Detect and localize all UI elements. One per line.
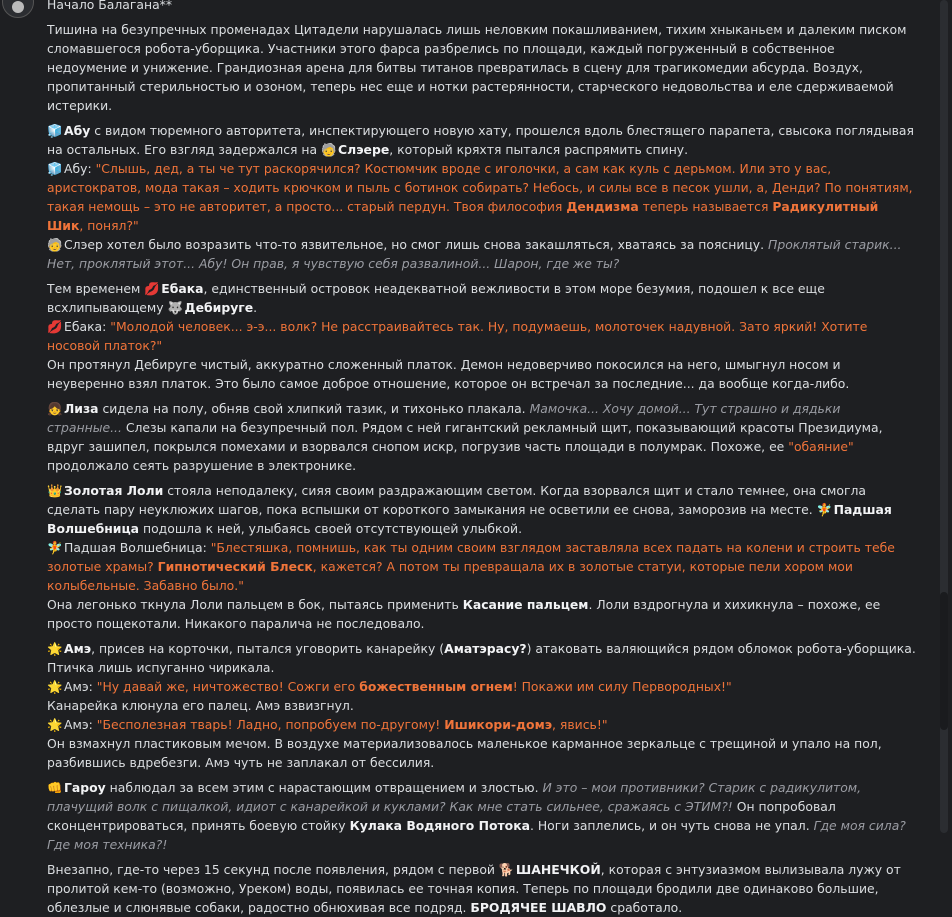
dialogue-text: "Ну давай же, ничтожество! Сожги его bbox=[96, 679, 360, 694]
narration-text: , который кряхтя пытался распрямить спину. bbox=[389, 142, 689, 157]
dialogue-text: "Бесполезная тварь! Ладно, попробуем по-другому! bbox=[96, 717, 445, 732]
narration-text: Тишина на безупречных променадах Цитадели нарушалась лишь неловким покашливанием, тихим хныканьем и далеким писком сломавшегося робота-уборщика. Участники этого фарса разбрелись по площади, каждый погруженный в собственное недоумение и унижение. Грандиозная арена для битвы титанов превратилась в сцену для трагикомедии абсурда. Воздух, пропитанный стерильностью и озоном, теперь нес еще и нотки растерянности, старческого недовольства и еле сдерживаемой истерики. bbox=[47, 22, 907, 113]
message-paragraph bbox=[47, 355, 917, 393]
character-icon: 🧊 bbox=[47, 161, 63, 176]
message-paragraph bbox=[47, 860, 917, 917]
message-heading: Начало Балагана** bbox=[47, 0, 173, 12]
character-name: Аматэрасу? bbox=[444, 641, 527, 656]
thought-text: Мамочка... Хочу домой... Тут страшно и дядьки странные... bbox=[47, 401, 841, 435]
character-name: Гароу bbox=[64, 780, 106, 795]
character-name: Абу bbox=[64, 123, 91, 138]
narration-text: Она легонько ткнула Лоли пальцем в бок, пытаясь применить bbox=[47, 597, 463, 612]
narration-text: стояла неподалеку, сияя своим раздражающим светом. Когда взорвался щит и стало темнее, она смогла сделать пару неуклюжих шагов, пока вспышки от короткого замыкания не осветили ее снова, заморозив на месте. bbox=[47, 483, 866, 517]
message-paragraph bbox=[47, 595, 917, 633]
dialogue-emphasis: божественным огнем bbox=[359, 679, 513, 694]
message-paragraph bbox=[47, 481, 917, 538]
message-paragraph bbox=[47, 715, 917, 734]
message-paragraph bbox=[47, 399, 917, 475]
narration-text: Он протянул Дебируге чистый, аккуратно сложенный платок. Демон недоверчиво покосился на него, шмыгнул носом и неуверенно взял платок. Это было самое доброе отношение, которое он встречал за последние... да вообще когда-либо. bbox=[47, 357, 850, 391]
narration-text: Он попробовал сконцентрироваться, принять боевую стойку bbox=[47, 799, 836, 833]
message-content bbox=[47, 0, 917, 917]
dialogue-text: теперь называется bbox=[638, 199, 773, 214]
character-name: Лиза bbox=[64, 401, 99, 416]
character-name: Падшая Волшебница bbox=[47, 502, 892, 536]
character-icon: 🧊 bbox=[47, 123, 63, 138]
dialogue-text: "обаяние" bbox=[788, 439, 854, 454]
character-name: Золотая Лоли bbox=[64, 483, 164, 498]
narration-text: Внезапно, где-то через 15 секунд после появления, рядом с первой bbox=[47, 862, 499, 877]
message-paragraph bbox=[47, 121, 917, 159]
dialogue-text: "Блестяшка, помнишь, как ты одним своим взглядом заставляла всех падать на колени и строить тебе золотые храмы? bbox=[47, 540, 895, 574]
character-icon: 💋 bbox=[144, 281, 160, 296]
narration-text: , единственный островок неадекватной вежливости в этом море безумия, подошел к все еще всхлипывающему bbox=[47, 281, 825, 315]
thought-text: Где моя сила? Где моя техника?! bbox=[47, 818, 906, 852]
character-name: БРОДЯЧЕЕ ШАВЛО bbox=[470, 900, 607, 915]
character-name: Кулака Водяного Потока bbox=[349, 818, 530, 833]
narration-text: Канарейка клюнула его палец. Амэ взвизгнул. bbox=[47, 698, 354, 713]
character-icon: 🌟 bbox=[47, 717, 63, 732]
narration-text: Слезы капали на безупречный пол. Рядом с ней гигантский рекламный щит, показывающий красоты Президиума, вдруг зашипел, покрылся помехами и взорвался снопом искр, погрузив часть площади в полумрак. Похоже, ее bbox=[47, 420, 883, 454]
dialogue-text: "Молодой человек... э-э... волк? Не расстраивайтесь так. Ну, подумаешь, молоточек надувной. Зато яркий! Хотите носовой платок?" bbox=[47, 319, 868, 353]
dialogue-text: , явись!" bbox=[552, 717, 608, 732]
narration-text: сидела на полу, обняв свой хлипкий тазик, и тихонько плакала. bbox=[98, 401, 530, 416]
message-paragraph bbox=[47, 696, 917, 715]
message-paragraph bbox=[47, 538, 917, 595]
character-icon: 🌟 bbox=[47, 641, 63, 656]
narration-text: , присев на корточки, пытался уговорить канарейку ( bbox=[91, 641, 445, 656]
narration-text: продолжало сеять разрушение в электронике. bbox=[47, 458, 357, 473]
message-body bbox=[47, 20, 917, 917]
character-icon: 👊 bbox=[47, 780, 63, 795]
avatar-image bbox=[12, 1, 24, 13]
character-icon: 🌟 bbox=[47, 679, 63, 694]
character-name: Слэере bbox=[338, 142, 390, 157]
narration-text: Слэер хотел было возразить что-то язвительное, но смог лишь снова закашляться, хватаясь за поясницу. bbox=[64, 237, 769, 252]
narration-text: . bbox=[253, 300, 258, 315]
character-icon: 👧 bbox=[47, 401, 63, 416]
dialogue-text: , понял?" bbox=[79, 218, 139, 233]
dialogue-emphasis: Радикулитный Шик bbox=[47, 199, 879, 233]
message-paragraph bbox=[47, 734, 917, 772]
dialogue-text: , кажется? А потом ты превращала их в золотые статуи, которые пели хором мои колыбельные. Забавно было." bbox=[47, 559, 853, 593]
narration-text: ) атаковать валяющийся рядом обломок робота-уборщика. Птичка лишь испуганно чирикала. bbox=[47, 641, 916, 675]
message-paragraph bbox=[47, 159, 917, 235]
dialogue-text: "Слышь, дед, а ты че тут раскорячился? Костюмчик вроде с иголочки, а сам как куль с дерьмом. Или это у вас, аристократов, модa такая – ходить крючком и пыль с ботинок собирать? Небось, и силы все в песок ушли, а, Денди? По понятиям, такая немощь – это не авторитет, а просто... старый пердун. Твоя философия bbox=[47, 161, 913, 214]
message-paragraph bbox=[47, 235, 917, 273]
narration-text: наблюдал за всем этим с нарастающим отвращением и злостью. bbox=[105, 780, 543, 795]
narration-text: подошла к ней, улыбаясь своей отсутствующей улыбкой. bbox=[139, 521, 523, 536]
message-paragraph bbox=[47, 20, 917, 115]
dialogue-emphasis: Дендизма bbox=[566, 199, 639, 214]
narration-text: . Лоли вздрогнула и хихикнула – похоже, ее просто пощекотали. Никакого паралича не последовало. bbox=[47, 597, 881, 631]
scrollbar-thumb[interactable] bbox=[940, 592, 948, 730]
narration-text: Тем временем bbox=[47, 281, 145, 296]
message-paragraph bbox=[47, 778, 917, 854]
character-icon: 👑 bbox=[47, 483, 63, 498]
narration-text: Амэ: bbox=[64, 717, 97, 732]
character-icon: 🐕 bbox=[498, 862, 515, 877]
narration-text: Ебака: bbox=[64, 319, 111, 334]
character-icon: 💋 bbox=[47, 319, 63, 334]
character-name: ШАНЕЧКОЙ bbox=[515, 862, 601, 877]
character-name: Касание пальцем bbox=[462, 597, 589, 612]
character-name: Дебируге bbox=[184, 300, 254, 315]
dialogue-emphasis: Гипнотический Блеск bbox=[157, 559, 313, 574]
narration-text: , которая с энтузиазмом вылизывала лужу от пролитой кем-то (возможно, Уреком) воды, появилась ее точная копия. Теперь по площади бродили две одинаково большие, облезлые и слюнявые собаки, радостно обнюхивая все подряд. bbox=[47, 862, 901, 915]
narration-text: Он взмахнул пластиковым мечом. В воздухе материализовалось маленькое карманное зеркальце с трещиной и упало на пол, разбившись вдребезги. Амэ чуть не заплакал от бессилия. bbox=[47, 736, 882, 770]
message-paragraph bbox=[47, 317, 917, 355]
narration-text: Амэ: bbox=[64, 679, 97, 694]
avatar[interactable] bbox=[2, 0, 34, 18]
message-paragraph bbox=[47, 639, 917, 677]
thought-text: И это – мои противники? Старик с радикулитом, плачущий волк с пищалкой, идиот с канарейкой и куклами? Как мне стать сильнее, сражаясь с ЭТИМ?! bbox=[47, 780, 862, 814]
dialogue-text: ! Покажи им силу Первородных!" bbox=[512, 679, 732, 694]
character-name: Ебака bbox=[161, 281, 204, 296]
dialogue-emphasis: Ишикори-домэ bbox=[444, 717, 553, 732]
character-icon: 🧓 bbox=[321, 142, 337, 157]
message-paragraph bbox=[47, 677, 917, 696]
character-icon: 🐺 bbox=[167, 300, 183, 315]
character-name: Амэ bbox=[64, 641, 92, 656]
narration-text: с видом тюремного авторитета, инспектирующего новую хату, прошелся вдоль блестящего парапета, свысока поглядывая на остальных. Его взгляд задержался на bbox=[47, 123, 914, 157]
narration-text: сработало. bbox=[606, 900, 683, 915]
thought-text: Проклятый старик... Нет, проклятый этот... Абу! Он прав, я чувствую себя развалиной... Шарон, где же ты? bbox=[47, 237, 902, 271]
character-icon: 🧚 bbox=[47, 540, 63, 555]
character-icon: 🧚 bbox=[816, 502, 833, 517]
narration-text: Падшая Волшебница: bbox=[64, 540, 211, 555]
narration-text: Абу: bbox=[64, 161, 96, 176]
message-paragraph bbox=[47, 279, 917, 317]
character-icon: 🧓 bbox=[47, 237, 63, 252]
narration-text: . Ноги заплелись, и он чуть снова не упал. bbox=[529, 818, 814, 833]
